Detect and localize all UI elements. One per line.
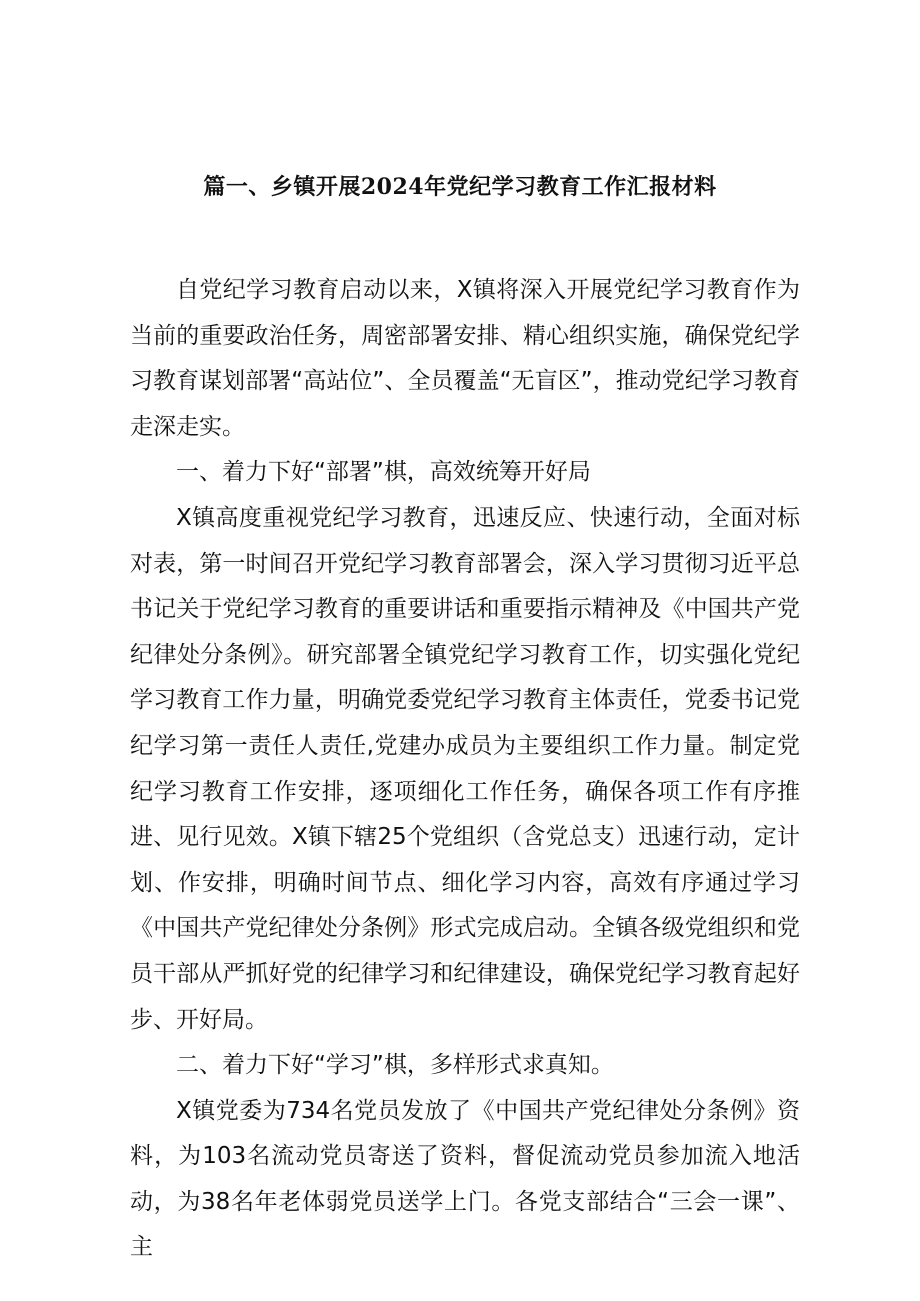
document-body: [130, 268, 800, 1271]
document-title: 篇一、乡镇开展2024年党纪学习教育工作汇报材料: [203, 174, 717, 200]
intro-paragraph: 自党纪学习教育启动以来，X镇将深入开展党纪学习教育作为当前的重要政治任务，周密部署安排、精心组织实施，确保党纪学习教育谋划部署“高站位”、全员覆盖“无盲区”，推动党纪学习教育走深走实。: [130, 277, 800, 440]
section-2-paragraph: X镇党委为734名党员发放了《中国共产党纪律处分条例》资料，为103名流动党员寄送了资料，督促流动党员参加流入地活动，为38名年老体弱党员送学上门。各党支部结合“三会一课”、主: [130, 1097, 800, 1261]
section-heading-1: 一、着力下好“部署”棋，高效统筹开好局: [176, 459, 591, 486]
section-heading-2: 二、着力下好“学习”棋，多样形式求真知。: [176, 1052, 614, 1079]
section-1-paragraph: X镇高度重视党纪学习教育，迅速反应、快速行动，全面对标对表，第一时间召开党纪学习教育部署会，深入学习贯彻习近平总书记关于党纪学习教育的重要讲话和重要指示精神及《中国共产党纪律处分条例》。研究部署全镇党纪学习教育工作，切实强化党纪学习教育工作力量，明确党委党纪学习教育主体责任，党委书记党纪学习第一责任人责任,党建办成员为主要组织工作力量。制定党纪学习教育工作安排，逐项细化工作任务，确保各项工作有序推进、见行见效。X镇下辖25个党组织（含党总支）迅速行动，定计划、作安排，明确时间节点、细化学习内容，高效有序通过学习《中国共产党纪律处分条例》形式完成启动。全镇各级党组织和党员干部从严抓好党的纪律学习和纪律建设，确保党纪学习教育起好步、开好局。: [130, 504, 800, 1033]
